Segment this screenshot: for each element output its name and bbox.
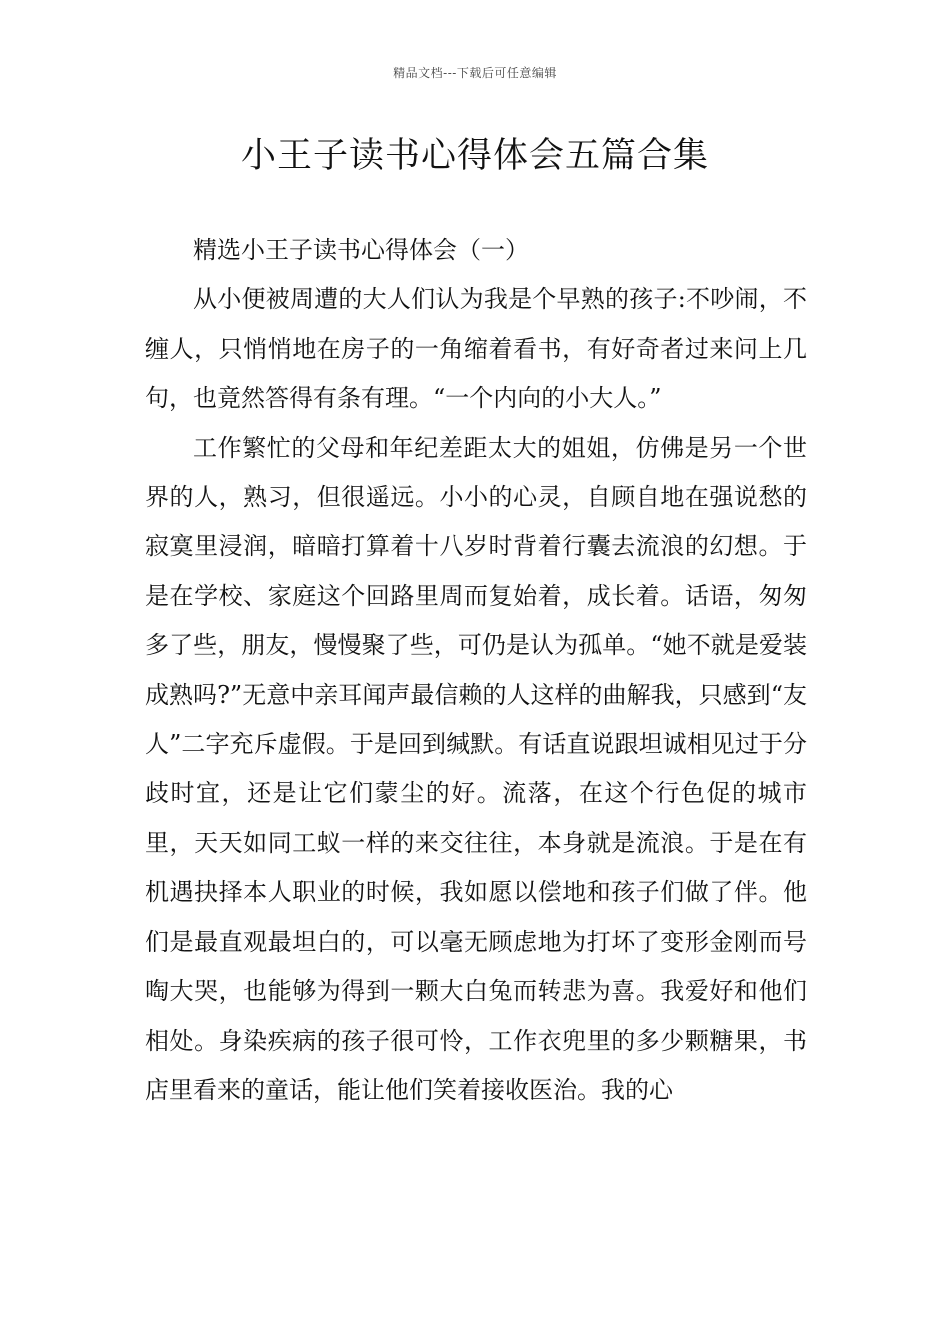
header-note: 精品文档---下载后可任意编辑 — [393, 66, 557, 80]
paragraph: 工作繁忙的父母和年纪差距太大的姐姐，仿佛是另一个世界的人，熟习，但很遥远。小小的心灵，自顾自地在强说愁的寂寞里浸润，暗暗打算着十八岁时背着行囊去流浪的幻想。于是在学校、家庭这个回路里周而复始着，成长着。话语，匆匆多了些，朋友，慢慢聚了些，可仍是认为孤单。“她不就是爱装成熟吗?”无意中亲耳闻声最信赖的人这样的曲解我，只感到“友人”二字充斥虚假。于是回到缄默。有话直说跟坦诚相见过于分歧时宜，还是让它们蒙尘的好。流落，在这个行色促的城市里，天天如同工蚁一样的来交往往，本身就是流浪。于是在有机遇抉择本人职业的时候，我如愿以偿地和孩子们做了伴。他们是最直观最坦白的，可以毫无顾虑地为打坏了变形金刚而号啕大哭，也能够为得到一颗大白兔而转悲为喜。我爱好和他们相处。身染疾病的孩子很可怜，工作衣兜里的多少颗糖果，书店里看来的童话，能让他们笑着接收医治。我的心 — [145, 433, 807, 1104]
document-body — [145, 226, 807, 1115]
section-heading: 精选小王子读书心得体会（一） — [193, 236, 529, 264]
paragraph: 从小便被周遭的大人们认为我是个早熟的孩子:不吵闹，不缠人，只悄悄地在房子的一角缩着看书，有好奇者过来问上几句，也竟然答得有条有理。“一个内向的小大人。” — [145, 285, 807, 413]
document-title: 小王子读书心得体会五篇合集 — [240, 136, 709, 176]
